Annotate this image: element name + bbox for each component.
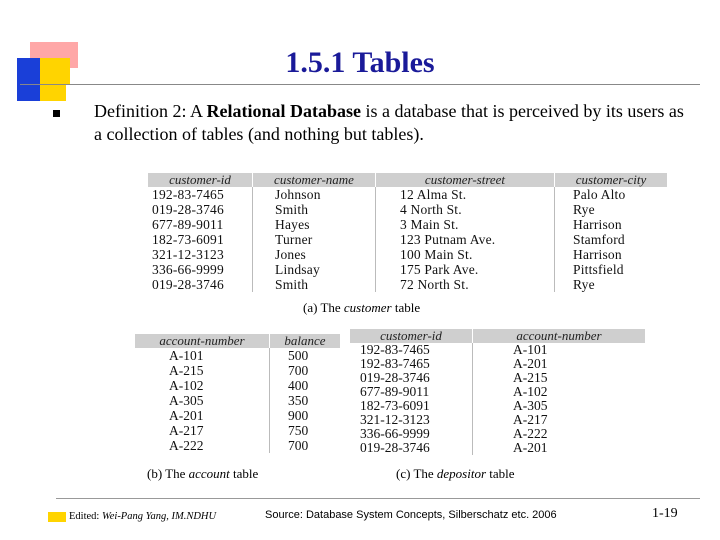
definition-text [94,100,694,146]
depositor-table [350,329,645,455]
account-table-row [135,438,340,453]
account-table-cell: A-102 [169,378,204,393]
customer-table-cell: Rye [555,277,668,292]
customer-table-cell: 12 Alma St. [376,187,555,202]
definition-prefix: Definition 2: A [94,101,207,121]
depositor-table-header-row [350,329,645,343]
customer-table-caption [303,300,420,316]
footer-yellow-mark [48,512,66,522]
customer-table-cell: 321-12-3123 [152,247,224,262]
customer-table-cell: Hayes [253,217,376,232]
footer-edited-prefix: Edited: [69,511,102,522]
customer-caption-prefix: (a) The [303,300,344,315]
customer-table [148,173,667,292]
account-table-cell: 750 [270,423,341,438]
customer-table-cell: Smith [253,277,376,292]
depositor-table-caption [396,466,515,482]
customer-caption-suffix: table [391,300,421,315]
customer-table-row [148,277,667,292]
customer-table-row [148,232,667,247]
depositor-table-cell: A-101 [473,343,646,357]
depositor-table-cell: 019-28-3746 [360,440,430,455]
customer-table-cell: Johnson [253,187,376,202]
depositor-table-cell: A-215 [473,371,646,385]
customer-table-row [148,202,667,217]
depositor-table-cell: A-201 [473,357,646,371]
depositor-table-cell: 182-73-6091 [360,398,430,413]
account-caption-prefix: (b) The [147,466,189,481]
customer-table-cell: Rye [555,202,668,217]
depositor-table-header-cell: customer-id [350,329,473,343]
depositor-table-cell: 192-83-7465 [360,356,430,371]
account-table-caption [147,466,258,482]
customer-table-cell: 192-83-7465 [152,187,224,202]
account-table-header-row [135,334,340,348]
customer-table-cell: 677-89-9011 [152,217,224,232]
depositor-caption-italic: depositor [436,466,487,481]
title-rule [20,84,700,85]
customer-table-row [148,247,667,262]
customer-table-cell: Palo Alto [555,187,668,202]
depositor-table-cell: 019-28-3746 [360,370,430,385]
slide-title: 1.5.1 Tables [285,46,435,79]
depositor-table-row [350,413,645,427]
account-table-row [135,393,340,408]
depositor-table-row [350,399,645,413]
customer-table-header-cell: customer-street [376,173,555,187]
depositor-table-header-cell: account-number [473,329,646,343]
depositor-table-row [350,427,645,441]
account-table [135,334,340,453]
bullet-marker [53,110,60,117]
depositor-caption-prefix: (c) The [396,466,437,481]
footer-edited [69,511,216,522]
customer-table-cell: 4 North St. [376,202,555,217]
footer-source: Source: Database System Concepts, Silberschatz etc. 2006 [265,509,557,521]
footer-rule [56,498,700,499]
depositor-table-cell: A-222 [473,427,646,441]
customer-table-cell: 182-73-6091 [152,232,224,247]
depositor-table-cell: A-305 [473,399,646,413]
customer-table-cell: Turner [253,232,376,247]
account-table-cell: 500 [270,348,341,363]
customer-table-cell: Harrison [555,247,668,262]
definition-suffix: is a database that is perceived by its users as a collection of tables (and nothing but tables). [94,101,684,144]
customer-table-row [148,262,667,277]
account-table-cell: A-217 [169,423,204,438]
customer-table-cell: 100 Main St. [376,247,555,262]
depositor-table-row [350,343,645,357]
depositor-table-row [350,385,645,399]
customer-table-row [148,217,667,232]
customer-table-header-row [148,173,667,187]
customer-table-cell: Harrison [555,217,668,232]
customer-table-header-cell: customer-city [555,173,668,187]
depositor-table-cell: A-102 [473,385,646,399]
customer-table-cell: Lindsay [253,262,376,277]
depositor-table-cell: 336-66-9999 [360,426,430,441]
account-table-row [135,363,340,378]
account-table-cell: A-215 [169,363,204,378]
depositor-table-cell: A-201 [473,441,646,455]
customer-table-cell: 019-28-3746 [152,202,224,217]
account-caption-italic: account [188,466,230,481]
depositor-table-cell: 321-12-3123 [360,412,430,427]
definition-bold: Relational Database [206,101,361,121]
depositor-table-cell: A-217 [473,413,646,427]
account-table-row [135,408,340,423]
customer-table-row [148,187,667,202]
account-table-cell: 700 [270,438,341,453]
account-table-cell: 400 [270,378,341,393]
depositor-table-cell: 192-83-7465 [360,342,430,357]
account-table-cell: 900 [270,408,341,423]
account-table-cell: 700 [270,363,341,378]
depositor-table-row [350,357,645,371]
footer-edited-name: Wei-Pang Yang, IM.NDHU [101,511,217,522]
customer-table-cell: 72 North St. [376,277,555,292]
customer-table-cell: 123 Putnam Ave. [376,232,555,247]
customer-table-cell: Smith [253,202,376,217]
customer-table-cell: 336-66-9999 [152,262,224,277]
decor-yellow-square-small [40,84,66,101]
account-table-cell: A-101 [169,348,204,363]
account-table-header-cell: account-number [135,334,270,348]
depositor-caption-suffix: table [486,466,515,481]
account-table-row [135,423,340,438]
customer-table-cell: 175 Park Ave. [376,262,555,277]
customer-caption-italic: customer [343,300,392,315]
account-table-row [135,378,340,393]
customer-table-cell: 3 Main St. [376,217,555,232]
account-caption-suffix: table [229,466,259,481]
customer-table-cell: 019-28-3746 [152,277,224,292]
depositor-table-row [350,371,645,385]
account-table-cell: A-305 [169,393,204,408]
account-table-cell: A-201 [169,408,204,423]
customer-table-cell: Pittsfield [555,262,668,277]
customer-table-header-cell: customer-id [148,173,253,187]
customer-table-cell: Jones [253,247,376,262]
account-table-header-cell: balance [270,334,341,348]
depositor-table-row [350,441,645,455]
customer-table-cell: Stamford [555,232,668,247]
account-table-row [135,348,340,363]
depositor-table-cell: 677-89-9011 [360,384,430,399]
page-number: 1-19 [652,506,678,521]
customer-table-header-cell: customer-name [253,173,376,187]
account-table-cell: 350 [270,393,341,408]
account-table-cell: A-222 [169,438,204,453]
